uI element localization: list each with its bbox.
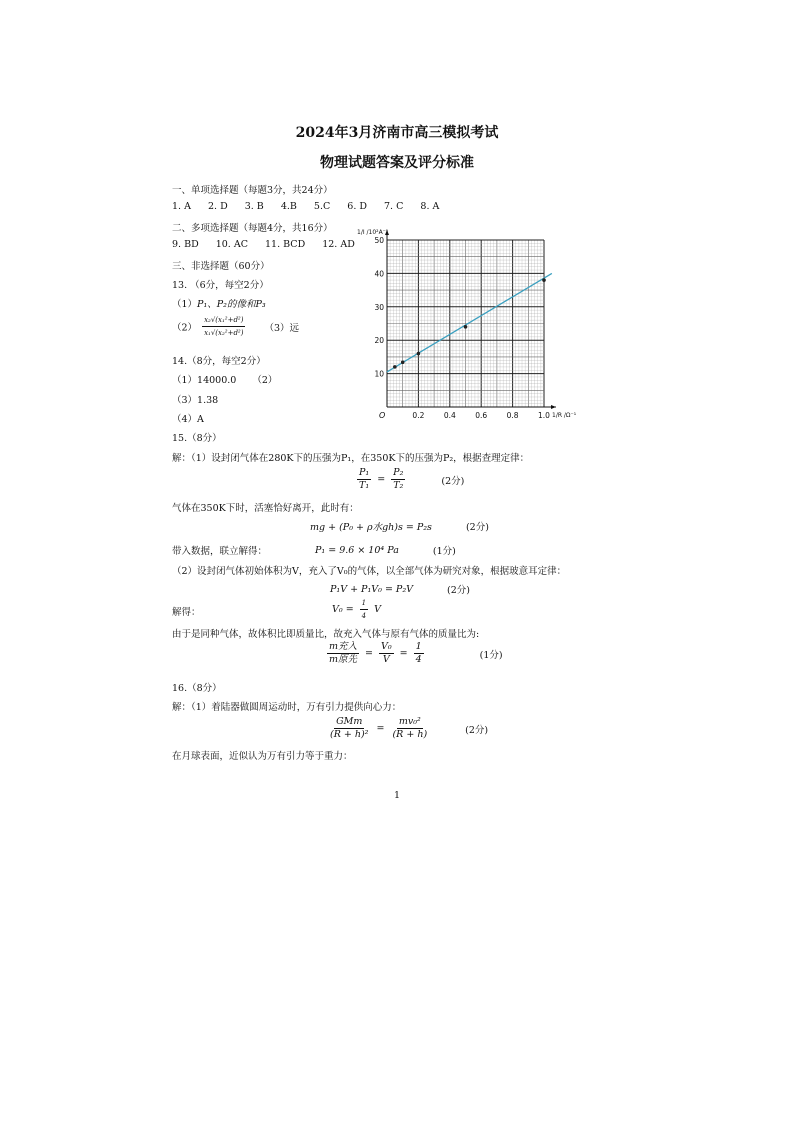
q14-header: 14.（8分，每空2分） bbox=[172, 356, 266, 367]
y-tick-label: 50 bbox=[374, 236, 384, 245]
fraction bbox=[379, 641, 394, 666]
q15-step4: （2）设封闭气体初始体积为V，充入了V₀的气体，以全部气体为研究对象，根据玻意耳定律： bbox=[172, 566, 567, 577]
q14-part1 bbox=[172, 372, 277, 386]
q15-eq3 bbox=[315, 543, 456, 557]
answer: 2. D bbox=[207, 201, 228, 212]
data-point bbox=[401, 360, 405, 364]
q15-step5: 解得： bbox=[172, 607, 201, 618]
q15-step2: 气体在350K下时，活塞恰好离开，此时有： bbox=[172, 503, 359, 514]
part-text: P₁、P₂的像和P₃ bbox=[197, 299, 266, 310]
score-label: (2分) bbox=[465, 522, 489, 533]
answer: 9. BD bbox=[172, 239, 199, 250]
equation: V bbox=[374, 604, 381, 615]
fraction bbox=[391, 467, 405, 492]
data-point bbox=[542, 278, 546, 282]
q15-eq5 bbox=[332, 597, 381, 622]
fraction-denominator: T₂ bbox=[393, 480, 404, 491]
fraction bbox=[202, 314, 245, 339]
part-text: （2） bbox=[252, 375, 278, 386]
fraction-numerator: V₀ bbox=[380, 641, 392, 652]
part-prefix: （1） bbox=[172, 299, 198, 310]
equals-sign: = bbox=[399, 648, 408, 659]
q15-step6: 由于是同种气体，故体积比即质量比，故充入气体与原有气体的质量比为: bbox=[172, 629, 480, 640]
section2-heading: 二、多项选择题（每题4分，共16分） bbox=[172, 223, 333, 234]
y-tick-label: 30 bbox=[374, 302, 384, 312]
fraction-denominator: 4 bbox=[361, 612, 367, 620]
x-axis-arrow bbox=[551, 405, 556, 409]
answer: 4.B bbox=[280, 201, 297, 212]
x-tick-label: 0.2 bbox=[412, 411, 425, 420]
answer: 7. C bbox=[384, 201, 404, 212]
q15-step1: 解：（1）设封闭气体在280K下的压强为P₁，在350K下的压强为P₂，根据查理定律： bbox=[172, 453, 530, 464]
fraction-denominator: (R + h) bbox=[392, 729, 428, 740]
page-subtitle: 物理试题答案及评分标准 bbox=[320, 155, 474, 171]
equals-sign: = bbox=[377, 474, 386, 485]
score-label: (2分) bbox=[447, 585, 470, 596]
answer: 10. AC bbox=[215, 239, 248, 250]
fraction-denominator: m原先 bbox=[329, 654, 358, 665]
fraction-numerator: 1 bbox=[360, 597, 368, 610]
fraction-denominator: (R + h)² bbox=[330, 729, 369, 740]
x-tick-label: 1.0 bbox=[538, 411, 550, 420]
y-tick-label: 10 bbox=[374, 369, 384, 379]
q15-eq1 bbox=[355, 467, 464, 492]
q15-eq4 bbox=[330, 582, 470, 596]
answer: 8. A bbox=[420, 201, 440, 212]
q14-part4: （4）A bbox=[172, 414, 204, 425]
score-label: (2分) bbox=[465, 724, 489, 736]
fraction bbox=[357, 467, 371, 492]
fraction-denominator: x₁√(x₂²+d²) bbox=[204, 329, 244, 337]
x-tick-label: 0.4 bbox=[443, 411, 456, 420]
q14-part3: （3）1.38 bbox=[172, 395, 219, 406]
section2-answers bbox=[172, 239, 355, 250]
q16-eq1 bbox=[326, 716, 488, 741]
q13-part2 bbox=[172, 314, 299, 339]
origin-label: O bbox=[379, 411, 386, 420]
answer: 11. BCD bbox=[265, 239, 306, 250]
equation: V₀ = bbox=[332, 604, 354, 615]
answer: 12. AD bbox=[322, 239, 355, 250]
fraction-numerator: mv₀² bbox=[398, 716, 421, 727]
q15-eq2 bbox=[310, 519, 489, 533]
q16-step2: 在月球表面，近似认为万有引力等于重力： bbox=[172, 751, 353, 762]
data-point bbox=[464, 325, 468, 329]
page-title: 2024年3月济南市高三模拟考试 bbox=[295, 125, 499, 141]
fraction bbox=[414, 641, 424, 666]
y-tick-label: 20 bbox=[374, 336, 384, 346]
fraction-numerator: P₂ bbox=[393, 467, 404, 478]
part-text: （3）远 bbox=[264, 322, 300, 334]
q15-eq6 bbox=[325, 641, 503, 666]
fraction-denominator: T₁ bbox=[359, 480, 370, 491]
score-label: (1分) bbox=[432, 546, 456, 557]
graph-chart bbox=[350, 222, 577, 427]
section3-heading: 三、非选择题（60分） bbox=[172, 261, 270, 272]
data-point bbox=[393, 365, 397, 369]
equation: P₁V + P₁V₀ = P₂V bbox=[330, 583, 413, 595]
score-label: (1分) bbox=[479, 649, 503, 661]
fraction-numerator: x₂√(x₁²+d²) bbox=[202, 314, 245, 327]
x-tick-label: 0.6 bbox=[475, 411, 488, 420]
answer: 1. A bbox=[172, 201, 191, 212]
q13-header: 13. （6分，每空2分） bbox=[172, 280, 269, 291]
equals-sign: = bbox=[376, 723, 385, 734]
q16-step1: 解：（1）着陆器做圆周运动时，万有引力提供向心力： bbox=[172, 702, 402, 713]
fraction-numerator: m充入 bbox=[329, 641, 358, 652]
x-tick-label: 0.8 bbox=[506, 411, 519, 420]
fraction bbox=[390, 716, 429, 741]
equals-sign: = bbox=[365, 648, 373, 659]
fraction-denominator: 4 bbox=[415, 654, 422, 665]
equation: P₁ = 9.6 × 10⁴ Pa bbox=[315, 544, 399, 556]
q15-header: 15.（8分） bbox=[172, 433, 222, 444]
section1-answers bbox=[172, 201, 439, 212]
q16-header: 16.（8分） bbox=[172, 683, 222, 694]
page-number: 1 bbox=[393, 790, 401, 801]
equation: mg + (P₀ + ρ水gh)s = P₂s bbox=[310, 522, 432, 533]
score-label: (2分) bbox=[441, 475, 465, 487]
part-text: （1）14000.0 bbox=[172, 375, 237, 386]
fraction bbox=[360, 597, 368, 622]
fraction bbox=[327, 641, 359, 666]
fraction-numerator: GMm bbox=[336, 716, 363, 727]
fraction-numerator: P₁ bbox=[359, 467, 370, 478]
fraction-numerator: 1 bbox=[415, 641, 422, 652]
y-tick-label: 40 bbox=[374, 269, 384, 279]
y-axis-label: 1/I /10²A⁻¹ bbox=[357, 229, 389, 236]
q15-step3: 带入数据，联立解得： bbox=[172, 546, 268, 557]
answer: 6. D bbox=[347, 201, 367, 212]
section1-heading: 一、单项选择题（每题3分，共24分） bbox=[172, 185, 333, 196]
data-point bbox=[417, 352, 421, 356]
part-prefix: （2） bbox=[172, 322, 198, 334]
answer: 5.C bbox=[313, 201, 331, 212]
q13-part1 bbox=[172, 296, 266, 310]
fraction-denominator: V bbox=[382, 654, 390, 665]
answer: 3. B bbox=[244, 201, 264, 212]
fraction bbox=[328, 716, 371, 741]
x-axis-label: 1/R /Ω⁻¹ bbox=[552, 412, 577, 419]
